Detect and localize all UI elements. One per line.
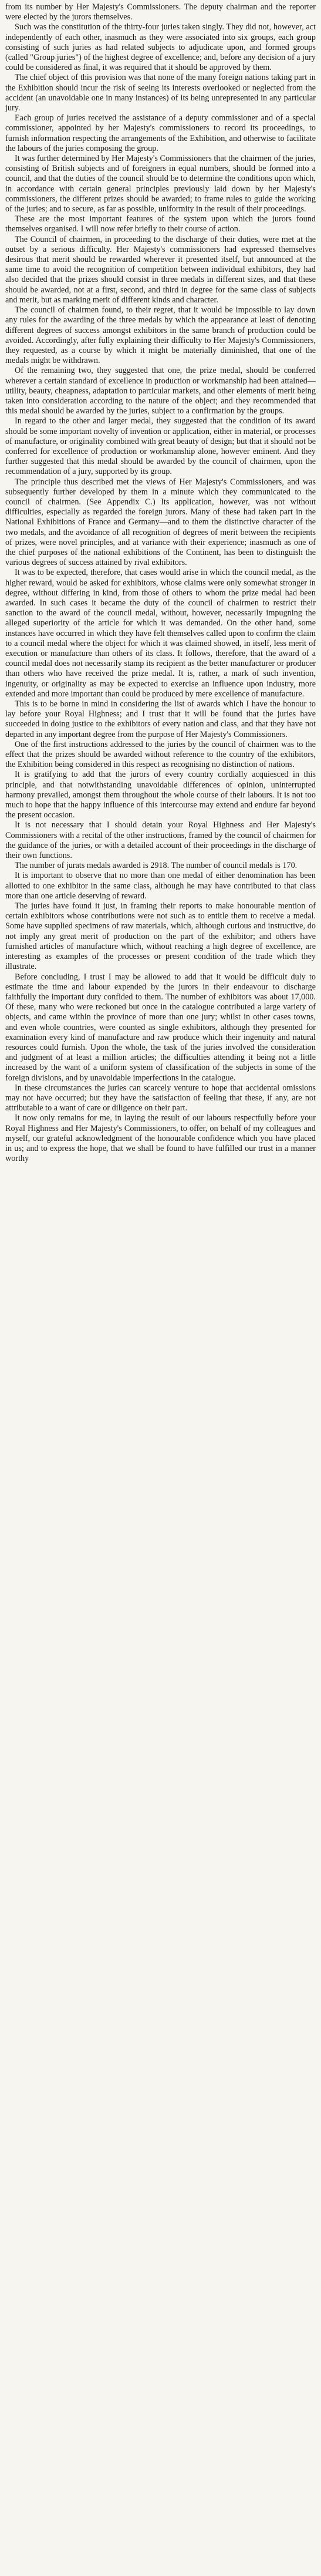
paragraph: One of the first instructions addressed to the juries by the council of chairmen was to the effect that the prizes should be awarded without reference to the country of the exhibitors, the Exhibition being considered in this respect as recognising no distinction of nations. — [5, 739, 316, 770]
paragraph: It is gratifying to add that the jurors of every country cordially acquiesced in this principle, and that notwithstanding unavoidable differences of opinion, uninterrupted harmony prevailed, amongst them throughout the whole course of their labours. It is not too much to hope that the happy influence of this intercourse may extend and endure far beyond the present occasion. — [5, 770, 316, 820]
article-body — [5, 2, 316, 1164]
paragraph: This is to be borne in mind in considering the list of awards which I have the honour to lay before your Royal Highness; and I trust that it will be found that the juries have succeeded in doing justice to the exhibitors of every nation and class, and that they have not departed in any important degree from the purpose of Her Majesty's Commissioners. — [5, 699, 316, 739]
paragraph: In these circumstances the juries can scarcely venture to hope that accidental omissions may not have occurred; but they have the satisfaction of feeling that these, if any, are not attributable to a want of care or diligence on their part. — [5, 1083, 316, 1113]
paragraph: The juries have found it just, in framing their reports to make honourable mention of certain exhibitors whose contributions were not such as to entitle them to receive a medal. Some have supplied specimens of raw materials, which, although curious and instructive, do not imply any great merit of production on the part of the exhibitor; and others have furnished articles of manufacture which, without reaching a high degree of excellence, are interesting as examples of the processes or present condition of the trade which they illustrate. — [5, 901, 316, 972]
paragraph: The principle thus described met the views of Her Majesty's Commissioners, and was subsequently further developed by them in a minute which they communicated to the council of chairmen. (See Appendix C.) Its application, however, was not without difficulties, especially as regarded the foreign jurors. Many of these had taken part in the National Exhibitions of France and Germany—and to them the distinctive character of the two medals, and the avoidance of all recognition of degrees of merit between the recipients of prizes, were novel principles, and at variance with their experience; inasmuch as one of the chief purposes of the national exhibitions of the Continent, has been to distinguish the various degrees of success attained by rival exhibitors. — [5, 477, 316, 568]
paragraph: The Council of chairmen, in proceeding to the discharge of their duties, were met at the outset by a serious difficulty. Her Majesty's commissioners had expressed themselves desirous that merit should be rewarded wherever it presented itself, but announced at the same time to avoid the recognition of competition between individual exhibitors, they had also decided that the prizes should consist in three medals in different sizes, and that these should be awarded, not at a first, second, and third in degree for the same class of subjects and merit, but as marking merit of different kinds and character. — [5, 234, 316, 305]
paragraph: The chief object of this provision was that none of the many foreign nations taking part in the Exhibition should incur the risk of seeing its interests overlooked or neglected from the accident (an unavoidable one in many instances) of its being unrepresented in any particular jury. — [5, 73, 316, 113]
paragraph: It was further determined by Her Majesty's Commissioners that the chairmen of the juries, consisting of British subjects and of foreigners in equal numbers, should be formed into a council, and that the duties of the council should be to determine the conditions upon which, in accordance with certain general principles previously laid down by her Majesty's commissioners, the different prizes should be awarded; to frame rules to guide the working of the juries; and to secure, as far as possible, uniformity in the result of their proceedings. — [5, 154, 316, 214]
paragraph: It now only remains for me, in laying the result of our labours respectfully before your Royal Highness and Her Majesty's Commissioners, to offer, on behalf of my colleagues and myself, our grateful acknowledgment of the honourable confidence which you have placed in us; and to express the hope, that we shall be found to have fulfilled our trust in a manner worthy — [5, 1113, 316, 1164]
paragraph: Of the remaining two, they suggested that one, the prize medal, should be conferred wherever a certain standard of excellence in production or workmanship had been attained—utility, beauty, cheapness, adaptation to particular markets, and other elements of merit being taken into consideration according to the nature of the object; and they recommended that this medal should be awarded by the juries, subject to a confirmation by the groups. — [5, 366, 316, 416]
paragraph: It is not necessary that I should detain your Royal Highness and Her Majesty's Commissioners with a recital of the other instructions, framed by the council of chairmen for the guidance of the juries, or with a detailed account of their proceedings in the discharge of their own functions. — [5, 820, 316, 861]
paragraph: The number of jurats medals awarded is 2918. The number of council medals is 170. — [15, 861, 298, 871]
paragraph: These are the most important features of the system upon which the jurors found themselves organised. I will now refer briefly to their course of action. — [5, 214, 316, 234]
paragraph: from its number by Her Majesty's Commissioners. The deputy chairman and the reporter were elected by the jurors themselves. — [5, 2, 316, 22]
paragraph: Such was the constitution of the thirty-four juries taken singly. They did not, however, act independently of each other, inasmuch as they were associated into six groups, each group consisting of such juries as had related subjects to adjudicate upon, and formed groups (called "Group juries") of the highest degree of excellence; and, before any decision of a jury could be considered as final, it was required that it should be approved by them. — [5, 22, 316, 73]
paragraph: Each group of juries received the assistance of a deputy commissioner and of a special commissioner, appointed by her Majesty's commissioners to record its proceedings, to furnish information respecting the arrangements of the Exhibition, and otherwise to facilitate the labours of the juries composing the group. — [5, 113, 316, 153]
paragraph: It is important to observe that no more than one medal of either denomination has been allotted to one exhibitor in the same class, although he may have contributed to that class more than one article deserving of reward. — [5, 871, 316, 901]
paragraph: Before concluding, I trust I may be allowed to add that it would be difficult duly to estimate the time and labour expended by the jurors in their endeavour to discharge faithfully the important duty confided to them. The number of exhibitors was about 17,000. Of these, many who were reckoned but once in the catalogue contributed a large variety of objects, and came within the province of more than one jury; whilst in other cases towns, and even whole countries, were counted as single exhibitors, although they presented for examination every kind of manufacture and raw produce which their ingenuity and natural resources could furnish. Upon the whole, the task of the juries involved the consideration and judgment of at least a million articles; the difficulties attending it being not a little increased by the want of a uniform system of classification of the subjects in some of the foreign divisions, and by unavoidable imperfections in the catalogue. — [5, 972, 316, 1083]
paragraph: The council of chairmen found, to their regret, that it would be impossible to lay down any rules for the awarding of the three medals by which the appearance at least of denoting different degrees of success amongst exhibitors in the same branch of production could be avoided. Accordingly, after fully explaining their difficulty to Her Majesty's Commissioners, they requested, as a course by which it might be materially diminished, that one of the medals might be withdrawn. — [5, 305, 316, 366]
paragraph: It was to be expected, therefore, that cases would arise in which the council medal, as the higher reward, would be asked for exhibitors, whose claims were only somewhat stronger in degree, without differing in kind, from those of others to whom the prize medal had been awarded. In such cases it became the duty of the council of chairmen to restrict their sanction to the award of the council medal, without, however, necessarily impugning the alleged superiority of the article for which it was demanded. On the other hand, some instances have occurred in which they have felt themselves called upon to confirm the claim to a council medal where the object for which it was claimed showed, in itself, less merit of execution or manufacture than others of its class. It follows, therefore, that the award of a council medal does not necessarily stamp its recipient as the better manufacturer or producer than others who have received the prize medal. It is, rather, a mark of such invention, ingenuity, or originality as may be expected to exercise an influence upon industry, more extended and more important than could be produced by mere excellence of manufacture. — [5, 568, 316, 699]
paragraph: In regard to the other and larger medal, they suggested that the condition of its award should be some important novelty of invention or application, either in material, or processes of manufacture, or originality combined with great beauty of design; but that it should not be conferred for excellence of production or workmanship alone, however eminent. And they further suggested that this medal should be awarded by the council of chairmen, upon the recommendation of a jury, supported by its group. — [5, 416, 316, 477]
